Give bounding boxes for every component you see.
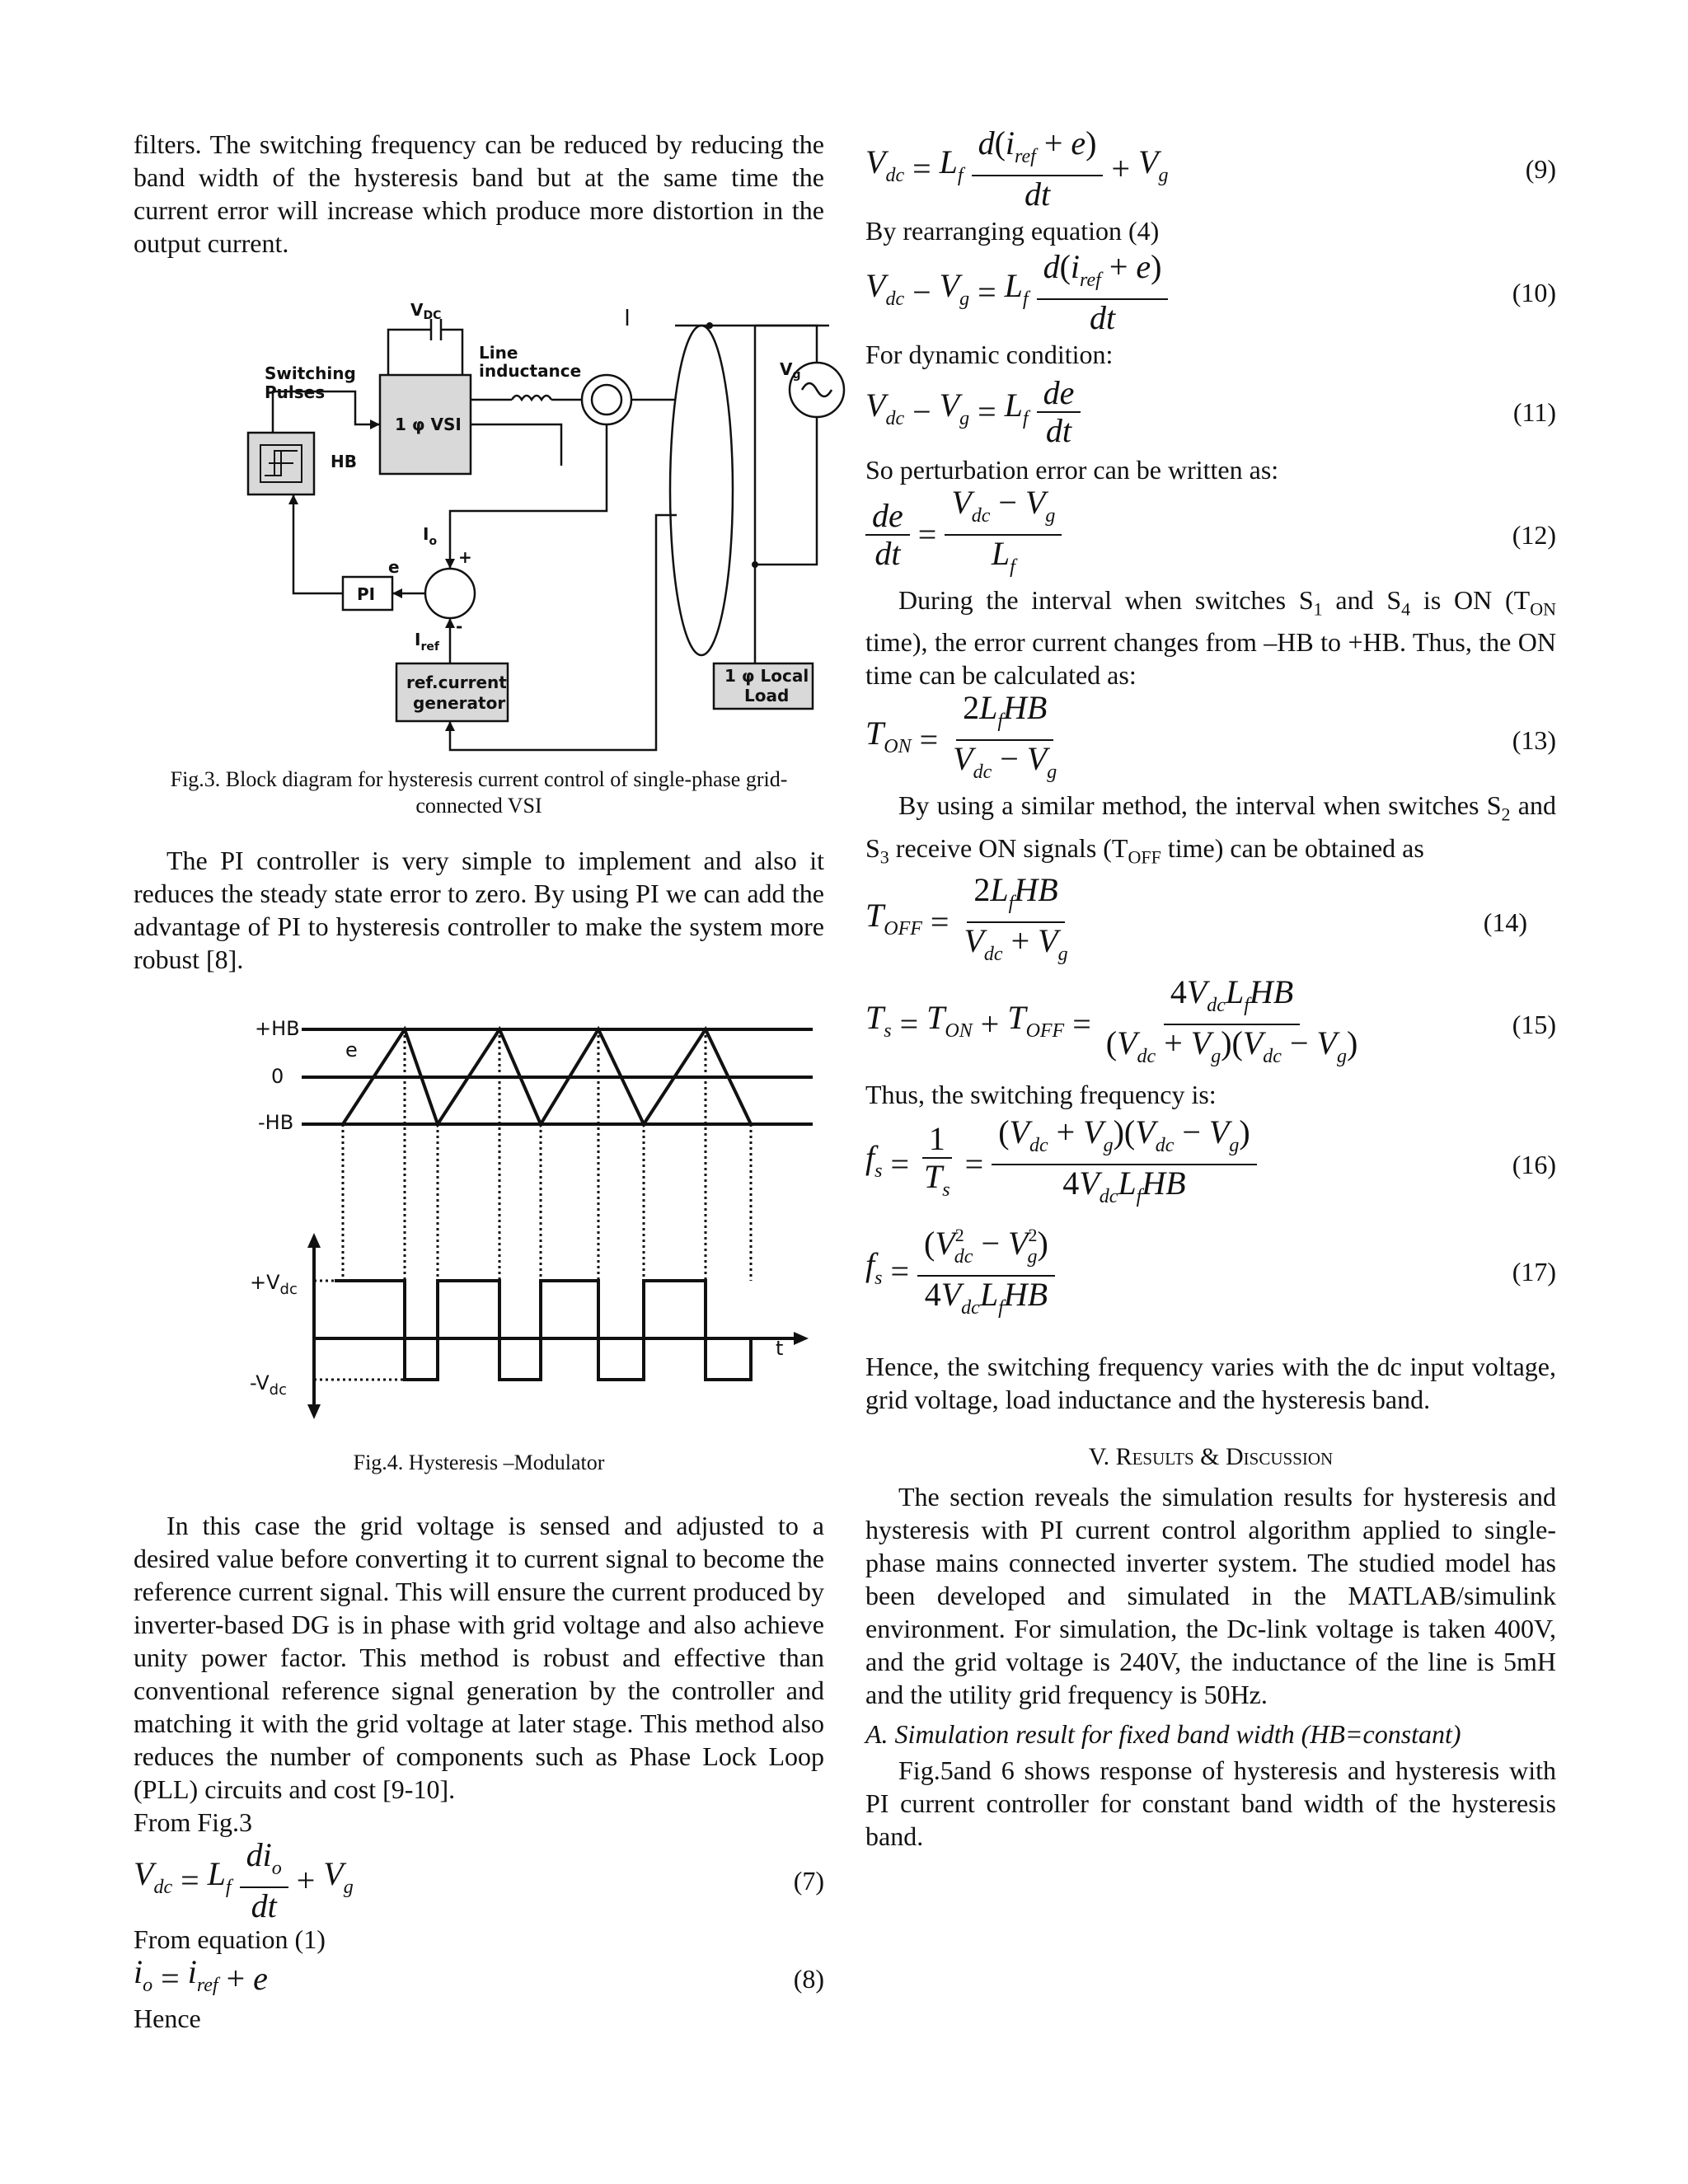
svg-text:0: 0 (271, 1065, 284, 1088)
from-fig3: From Fig.3 (134, 1807, 253, 1837)
right-column (865, 124, 1556, 1853)
svg-text:Vg: $V_g$ (780, 359, 801, 382)
equation-7-number: (7) (793, 1866, 824, 1896)
paragraph-off-time: By using a similar method, the interval when switches $S_2$ and $S_3$ receive ON signals ($T_{OFF}$ time) can be obtained as (865, 790, 1557, 868)
equation-17: $f_s$ = $\frac{(V^2_{dc} - V^2_g)}{4V_{dc}L_fHB}$ (17) (865, 1218, 1556, 1325)
svg-text:PI: PI (357, 584, 376, 604)
equation-8: $i_o$ = $i_{ref}$ + e (8) (134, 1953, 824, 1997)
figure-3 (166, 293, 809, 819)
svg-text:+Vdc: $+V_{dc}$ (250, 1271, 298, 1298)
svg-text:-HB: -HB (258, 1111, 294, 1134)
equation-10-number: (10) (1512, 278, 1556, 307)
equation-14: $T_{OFF}$ = $\frac{2L_fHB}{V_{dc} + V_g}$ (14) (865, 871, 1527, 966)
hence-left: Hence (134, 2004, 201, 2033)
thus-switching: Thus, the switching frequency is: (865, 1080, 1217, 1110)
equation-13: $T_{ON}$ = $\frac{2L_fHB}{V_{dc} - V_g}$ (13) (865, 689, 1556, 784)
equation-16: $f_s$ = $\frac{1}{T_s}$ = $\frac{(V_{dc} + V_g)(V_{dc} - V_g)}{4V_{dc}L_fHB}$ (16) (865, 1113, 1556, 1208)
svg-text:+HB: +HB (255, 1017, 300, 1040)
svg-text:Iref: $I_{ref}$ (415, 630, 439, 654)
dynamic-condition: For dynamic condition: (865, 340, 1114, 369)
equation-7: $V_{dc}$ = $L_f$ $\frac{di_o}{dt}$ + $V_g$ (7) (134, 1836, 824, 1924)
paragraph-section: The section reveals the simulation results for hysteresis and hysteresis with PI current control algorithm applied to single-phase mains connected inverter system. The studied model has been developed and simulated in the MATLAB/simulink environment. For simulation, the Dc-link voltage is taken 400V, and the grid voltage is 240V, the inductance of the line is 5mH and the utility grid frequency is 50Hz. (865, 1482, 1556, 1710)
summing-junction (425, 569, 475, 618)
equation-13-number: (13) (1512, 725, 1556, 756)
rearranging: By rearranging equation (4) (865, 216, 1160, 246)
svg-text:-Vdc: $-V_{dc}$ (250, 1371, 287, 1399)
perturbation: So perturbation error can be written as: (865, 455, 1279, 485)
svg-text:-: - (456, 616, 463, 636)
svg-text:inductance: inductance (479, 361, 582, 381)
left-column (134, 128, 824, 2035)
current-sensor (582, 375, 631, 424)
svg-text:Line: Line (479, 343, 518, 363)
svg-text:t: t (776, 1337, 784, 1360)
pwm-waveform (335, 1281, 751, 1380)
grid-source-icon (755, 326, 844, 565)
figure-3-caption: Fig.3. Block diagram for hysteresis current control of single-phase grid-connected VSI (170, 767, 788, 818)
svg-text:Switching: Switching (265, 363, 356, 383)
equation-16-number: (16) (1512, 1150, 1556, 1180)
modulator-svg (166, 1009, 792, 1437)
subsection-heading: A. Simulation result for fixed band width (HB=constant) (865, 1719, 1461, 1750)
equation-8-number: (8) (793, 1964, 824, 1994)
equation-12: $\frac{de}{dt}$ = $\frac{V_{dc} - V_g}{L_f}$ (12) (865, 486, 1556, 583)
equation-17-number: (17) (1512, 1257, 1556, 1287)
paragraph-grid-voltage: In this case the grid voltage is sensed and adjusted to a desired value before converting it to current signal to become the reference current signal. This will ensure the current produced by inverter-based DG is in phase with grid voltage and also achieve unity power factor. This method is robust and effective than conventional reference signal generation by the controller and matching it with the grid voltage at later stage. This method also reduces the number of components such as Phase Lock Loop (PLL) circuits and cost [9-10]. (134, 1511, 824, 1804)
svg-text:Io: $I_o$ (423, 524, 438, 548)
svg-text:1 φ Local: 1 φ Local (724, 666, 809, 686)
svg-text:+: + (458, 547, 472, 567)
paragraph-filters: filters. The switching frequency can be reduced by reducing the band width of the hysteresis band but at the same time the current error will increase which produce more distortion in the output current. (134, 129, 824, 258)
equation-12-number: (12) (1512, 520, 1556, 550)
paragraph-on-time: During the interval when switches $S_1$ and $S_4$ is ON ($T_{ON}$ time), the error current changes from –HB to +HB. Thus, the ON time can be calculated as: (865, 585, 1556, 691)
svg-text:HB: HB (331, 452, 357, 471)
equation-9-number: (9) (1525, 154, 1556, 184)
pcc-ellipse (670, 326, 733, 655)
svg-text:VDC: $V_{DC}$ (410, 300, 442, 322)
figure-4 (166, 1009, 792, 1476)
equation-15-number: (15) (1512, 1010, 1556, 1040)
equation-11: $V_{dc}$ − $V_g$ = $L_f$ $\frac{de}{dt}$ (11) (865, 374, 1556, 449)
block-diagram-svg (166, 293, 809, 754)
svg-text:Pulses: Pulses (265, 382, 326, 402)
equation-14-number: (14) (1483, 907, 1527, 938)
section-heading: V. Results & Discussion (1088, 1443, 1334, 1471)
svg-text:ref.current: ref.current (406, 673, 507, 692)
paragraph-hence: Hence, the switching frequency varies with the dc input voltage, grid voltage, load inductance and the hysteresis band. (865, 1352, 1556, 1415)
from-eq1: From equation (1) (134, 1924, 326, 1954)
equation-10: $V_{dc}$ − $V_g$ = $L_f$ $\frac{d(i_{ref} + e)}{dt}$ (10) (865, 248, 1556, 336)
paragraph-last: Fig.5and 6 shows response of hysteresis and hysteresis with PI current controller for constant band width of the hysteresis band. (865, 1755, 1556, 1852)
equation-9: $V_{dc}$ = $L_f$ $\frac{d(i_{ref} + e)}{dt}$ + $V_g$ (9) (865, 124, 1556, 213)
svg-text:e: e (388, 557, 400, 577)
svg-text:generator: generator (413, 693, 506, 713)
svg-text:1 φ VSI: 1 φ VSI (395, 415, 462, 434)
paragraph-pi-controller: The PI controller is very simple to implement and also it reduces the steady state error to zero. By using PI we can add the advantage of PI to hysteresis controller to make the system more robust [8]. (134, 846, 824, 974)
svg-text:Load: Load (744, 686, 790, 705)
figure-4-caption: Fig.4. Hysteresis –Modulator (353, 1451, 605, 1474)
svg-text:e: e (345, 1038, 358, 1062)
equation-15: $T_s$ = $T_{ON}$ + $T_{OFF}$ = $\frac{4V_{dc}L_fHB}{(V_{dc} + V_g)(V_{dc} - V_g)}$ (15) (865, 973, 1556, 1068)
equation-11-number: (11) (1512, 397, 1556, 427)
